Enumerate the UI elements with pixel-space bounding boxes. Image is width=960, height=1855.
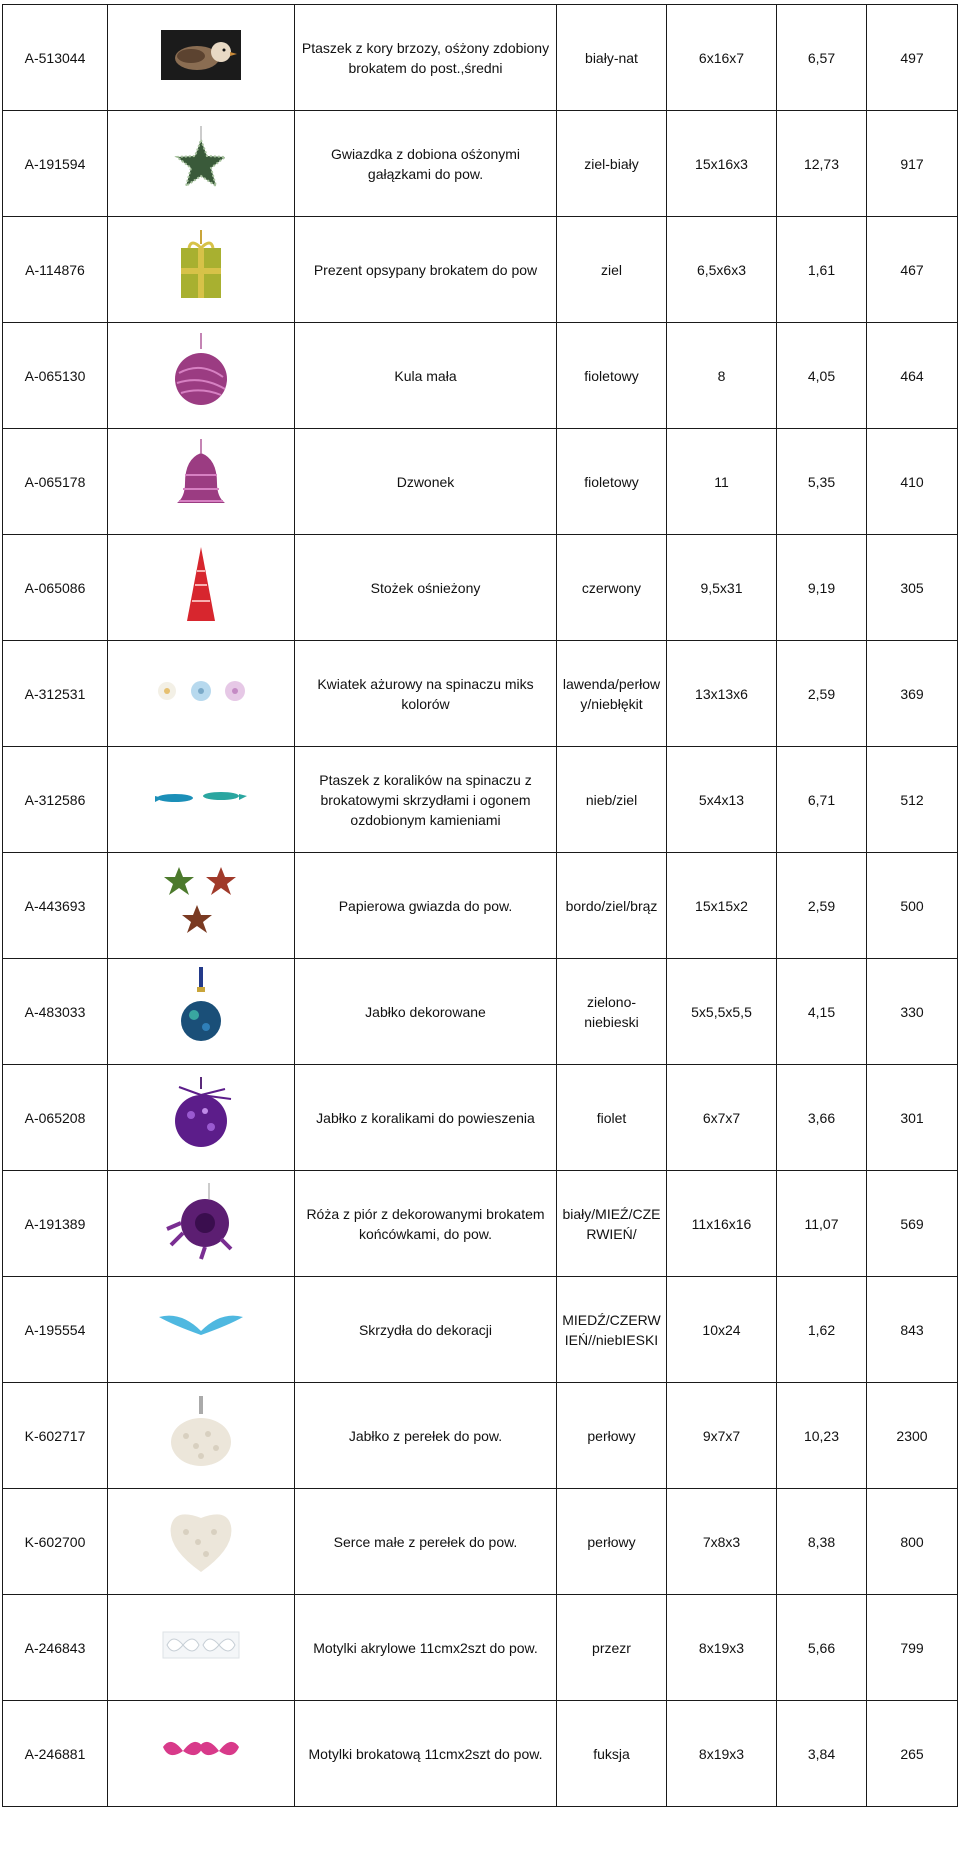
product-quantity: 467 [867, 217, 958, 323]
product-quantity: 305 [867, 535, 958, 641]
purple-ball-ornament-icon [112, 333, 290, 418]
product-color: biały-nat [557, 5, 667, 111]
product-price: 10,23 [777, 1383, 867, 1489]
product-code: A-246881 [3, 1701, 108, 1807]
pearl-heart-icon [112, 1502, 290, 1582]
glitter-butterflies-icon [112, 1734, 290, 1773]
purple-bell-ornament-icon [112, 439, 290, 524]
product-dimensions: 8 [667, 323, 777, 429]
product-dimensions: 7x8x3 [667, 1489, 777, 1595]
product-quantity: 2300 [867, 1383, 958, 1489]
product-price: 1,62 [777, 1277, 867, 1383]
product-code: A-191594 [3, 111, 108, 217]
product-description: Gwiazdka z dobiona ośżonymi gałązkami do pow. [295, 111, 557, 217]
product-description: Skrzydła do dekoracji [295, 1277, 557, 1383]
product-image [108, 323, 295, 429]
product-color: zielono-niebieski [557, 959, 667, 1065]
product-code: A-114876 [3, 217, 108, 323]
product-color: perłowy [557, 1383, 667, 1489]
bead-birds-icon [112, 782, 290, 817]
product-price: 4,05 [777, 323, 867, 429]
flower-clips-icon [112, 671, 290, 716]
product-quantity: 569 [867, 1171, 958, 1277]
product-quantity: 369 [867, 641, 958, 747]
table-row [3, 111, 958, 217]
table-row [3, 1701, 958, 1807]
paper-stars-icon [112, 863, 290, 948]
purple-bead-apple-icon [112, 1075, 290, 1160]
product-code: A-312531 [3, 641, 108, 747]
bird-ornament-icon [112, 30, 290, 85]
product-description: Motylki brokatową 11cmx2szt do pow. [295, 1701, 557, 1807]
product-color: MIEDŹ/CZERWIEŃ//niebIESKI [557, 1277, 667, 1383]
product-quantity: 917 [867, 111, 958, 217]
feather-rose-icon [112, 1181, 290, 1266]
product-code: A-065178 [3, 429, 108, 535]
product-description: Prezent opsypany brokatem do pow [295, 217, 557, 323]
product-dimensions: 9x7x7 [667, 1383, 777, 1489]
product-dimensions: 8x19x3 [667, 1701, 777, 1807]
product-image [108, 111, 295, 217]
product-description: Róża z piór z dekorowanymi brokatem końcówkami, do pow. [295, 1171, 557, 1277]
product-table [2, 4, 958, 1807]
product-color: fioletowy [557, 429, 667, 535]
product-dimensions: 11x16x16 [667, 1171, 777, 1277]
product-code: K-602700 [3, 1489, 108, 1595]
product-image [108, 1489, 295, 1595]
product-quantity: 265 [867, 1701, 958, 1807]
product-quantity: 800 [867, 1489, 958, 1595]
product-price: 5,66 [777, 1595, 867, 1701]
product-price: 2,59 [777, 853, 867, 959]
product-dimensions: 6x16x7 [667, 5, 777, 111]
green-star-ornament-icon [112, 126, 290, 201]
product-description: Motylki akrylowe 11cmx2szt do pow. [295, 1595, 557, 1701]
product-image [108, 5, 295, 111]
product-image [108, 1701, 295, 1807]
red-cone-ornament-icon [112, 545, 290, 630]
table-row [3, 1277, 958, 1383]
table-row [3, 1595, 958, 1701]
table-row [3, 959, 958, 1065]
product-dimensions: 5x5,5x5,5 [667, 959, 777, 1065]
table-row [3, 747, 958, 853]
product-code: A-065130 [3, 323, 108, 429]
pearl-apple-icon [112, 1396, 290, 1476]
product-code: A-443693 [3, 853, 108, 959]
product-color: czerwony [557, 535, 667, 641]
product-quantity: 464 [867, 323, 958, 429]
table-row [3, 5, 958, 111]
product-image [108, 535, 295, 641]
product-code: A-312586 [3, 747, 108, 853]
product-color: biały/MIEŹ/CZERWIEŃ/ [557, 1171, 667, 1277]
product-dimensions: 10x24 [667, 1277, 777, 1383]
product-code: A-246843 [3, 1595, 108, 1701]
table-row [3, 1489, 958, 1595]
product-dimensions: 11 [667, 429, 777, 535]
product-color: fioletowy [557, 323, 667, 429]
product-code: A-483033 [3, 959, 108, 1065]
table-row [3, 323, 958, 429]
table-row [3, 217, 958, 323]
product-image [108, 1383, 295, 1489]
product-description: Jabłko dekorowane [295, 959, 557, 1065]
product-price: 9,19 [777, 535, 867, 641]
product-color: ziel [557, 217, 667, 323]
table-row [3, 1383, 958, 1489]
gift-box-ornament-icon [112, 230, 290, 310]
table-row [3, 853, 958, 959]
product-image [108, 1171, 295, 1277]
product-dimensions: 15x16x3 [667, 111, 777, 217]
product-description: Ptaszek z kory brzozy, ośżony zdobiony brokatem do post.,średni [295, 5, 557, 111]
product-dimensions: 8x19x3 [667, 1595, 777, 1701]
product-price: 11,07 [777, 1171, 867, 1277]
product-quantity: 843 [867, 1277, 958, 1383]
product-color: ziel-biały [557, 111, 667, 217]
product-code: K-602717 [3, 1383, 108, 1489]
product-quantity: 497 [867, 5, 958, 111]
product-description: Dzwonek [295, 429, 557, 535]
product-description: Jabłko z perełek do pow. [295, 1383, 557, 1489]
product-image [108, 217, 295, 323]
product-dimensions: 6x7x7 [667, 1065, 777, 1171]
product-color: fuksja [557, 1701, 667, 1807]
table-row [3, 535, 958, 641]
product-description: Serce małe z perełek do pow. [295, 1489, 557, 1595]
product-price: 4,15 [777, 959, 867, 1065]
product-quantity: 512 [867, 747, 958, 853]
product-code: A-513044 [3, 5, 108, 111]
product-description: Jabłko z koralikami do powieszenia [295, 1065, 557, 1171]
product-dimensions: 13x13x6 [667, 641, 777, 747]
product-code: A-065086 [3, 535, 108, 641]
product-price: 5,35 [777, 429, 867, 535]
product-image [108, 853, 295, 959]
table-row [3, 1171, 958, 1277]
product-quantity: 799 [867, 1595, 958, 1701]
product-quantity: 410 [867, 429, 958, 535]
product-quantity: 500 [867, 853, 958, 959]
acrylic-butterflies-icon [112, 1630, 290, 1665]
product-dimensions: 6,5x6x3 [667, 217, 777, 323]
product-image [108, 429, 295, 535]
product-dimensions: 5x4x13 [667, 747, 777, 853]
product-description: Kula mała [295, 323, 557, 429]
product-quantity: 330 [867, 959, 958, 1065]
table-row [3, 641, 958, 747]
product-quantity: 301 [867, 1065, 958, 1171]
product-color: perłowy [557, 1489, 667, 1595]
product-description: Kwiatek ażurowy na spinaczu miks kolorów [295, 641, 557, 747]
product-code: A-195554 [3, 1277, 108, 1383]
product-price: 3,84 [777, 1701, 867, 1807]
product-price: 1,61 [777, 217, 867, 323]
product-rows [3, 5, 958, 1807]
product-description: Papierowa gwiazda do pow. [295, 853, 557, 959]
product-price: 8,38 [777, 1489, 867, 1595]
blue-apple-ornament-icon [112, 967, 290, 1057]
product-price: 6,57 [777, 5, 867, 111]
product-image [108, 959, 295, 1065]
product-description: Ptaszek z koralików na spinaczu z brokatowymi skrzydłami i ogonem ozdobionym kamieniami [295, 747, 557, 853]
product-price: 12,73 [777, 111, 867, 217]
table-row [3, 429, 958, 535]
product-dimensions: 9,5x31 [667, 535, 777, 641]
product-price: 6,71 [777, 747, 867, 853]
product-image [108, 641, 295, 747]
product-color: lawenda/perłowy/niebłękit [557, 641, 667, 747]
product-color: fiolet [557, 1065, 667, 1171]
product-color: bordo/ziel/brąz [557, 853, 667, 959]
product-price: 2,59 [777, 641, 867, 747]
product-description: Stożek ośnieżony [295, 535, 557, 641]
product-image [108, 1595, 295, 1701]
product-price: 3,66 [777, 1065, 867, 1171]
product-color: nieb/ziel [557, 747, 667, 853]
feather-wings-icon [112, 1307, 290, 1352]
product-image [108, 1065, 295, 1171]
product-dimensions: 15x15x2 [667, 853, 777, 959]
product-color: przezr [557, 1595, 667, 1701]
product-code: A-065208 [3, 1065, 108, 1171]
product-image [108, 747, 295, 853]
product-image [108, 1277, 295, 1383]
table-row [3, 1065, 958, 1171]
product-code: A-191389 [3, 1171, 108, 1277]
